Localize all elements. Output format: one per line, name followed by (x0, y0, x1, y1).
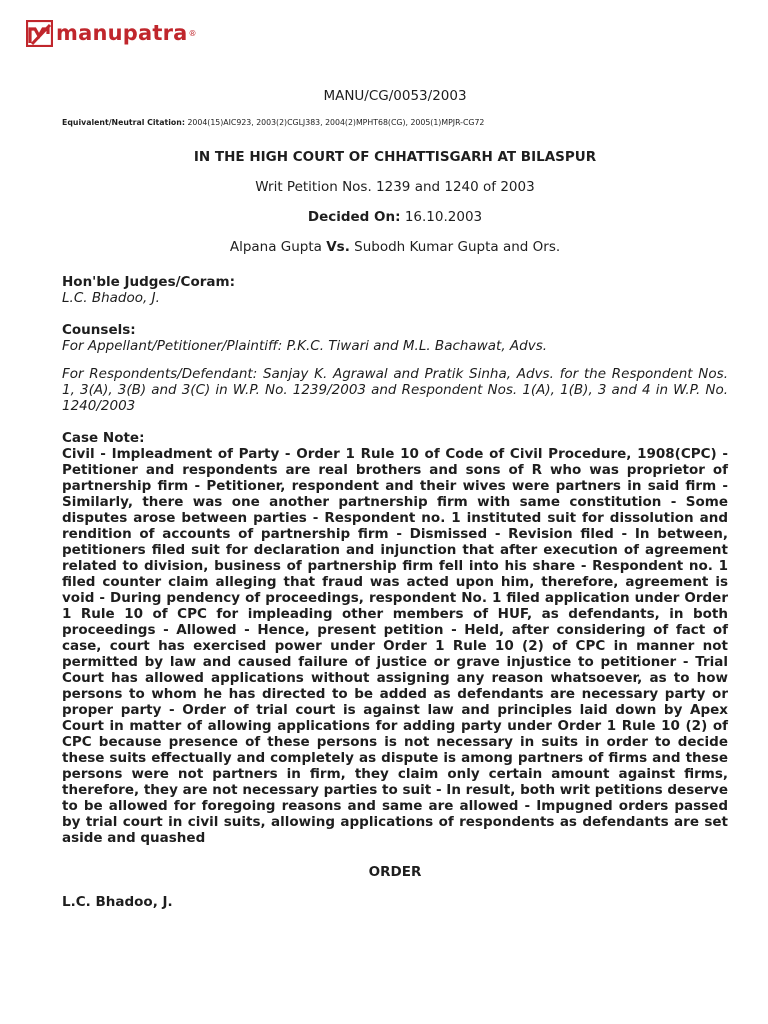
manupatra-logo (26, 18, 197, 48)
order-author: L.C. Bhadoo, J. (62, 894, 173, 910)
party-appellant: Alpana Gupta (229, 239, 322, 255)
case-note-section (62, 430, 728, 846)
judges-section (62, 274, 728, 306)
judges-heading: Hon'ble Judges/Coram: (62, 274, 235, 290)
case-note-body: Civil - Impleadment of Party - Order 1 Rule 10 of Code of Civil Procedure, 1908(CPC) - Petitioner and respondents are real brothers and sons of R who was proprietor of partnership firm - Petitioner, respondent and their wives were partners in said firm - Similarly, there was one another partnership firm with same constitution - Some disputes arose between parties - Respondent no. 1 instituted suit for dissolution and rendition of accounts of partnership firm - Dismissed - Revision filed - In between, petitioners filed suit for declaration and injunction that after execution of agreement related to division, business of partnership firm fell into his share - Respondent no. 1 filed counter claim alleging that fraud was acted upon him, therefore, agreement is void - During pendency of proceedings, respondent No. 1 filed application under Order 1 Rule 10 of CPC for impleading other members of HUF, as defendants, in both proceedings - Allowed - Hence, present petition - Held, after considering of fact of case, court has exercised power under Order 1 Rule 10 (2) of CPC in manner not permitted by law and caused failure of justice or grave injustice to petitioner - Trial Court has allowed applications without assigning any reason whatsoever, as to how persons to whom he has directed to be added as defendants are necessary party or proper party - Order of trial court is against law and principles laid down by Apex Court in matter of allowing applications for adding party under Order 1 Rule 10 (2) of CPC because presence of these persons is not necessary in suits in order to decide these suits effectually and completely as dispute is among partners of firms and these persons were not partners in firm, they claim only certain amount against firms, therefore, they are not necessary parties to suit - In result, both writ petitions deserve to be allowed for foregoing reasons and same are allowed - Impugned orders passed by trial court in civil suits, allowing applications of respondents as defendants are set aside and quashed (62, 446, 728, 846)
party-respondent: Subodh Kumar Gupta and Ors. (354, 239, 561, 255)
brand-name: manupatra (56, 20, 188, 45)
equivalent-citation-value: 2004(15)AIC923, 2003(2)CGLJ383, 2004(2)MPHT68(CG), 2005(1)MPJR-CG72 (187, 118, 485, 127)
case-parties (62, 238, 728, 256)
versus-label: Vs. (326, 239, 350, 255)
court-name: IN THE HIGH COURT OF CHHATTISGARH AT BILASPUR (193, 149, 597, 165)
petition-number: Writ Petition Nos. 1239 and 1240 of 2003 (255, 179, 535, 195)
counsel-respondent: For Respondents/Defendant: Sanjay K. Agrawal and Pratik Sinha, Advs. for the Respondent Nos. 1, 3(A), 3(B) and 3(C) in W.P. No. 1239/2003 and Respondent Nos. 1(A), 1(B), 3 and 4 in W.P. No. 1240/2003 (62, 366, 728, 414)
counsels-heading: Counsels: (62, 322, 136, 338)
judges-names: L.C. Bhadoo, J. (62, 290, 160, 306)
order-heading: ORDER (368, 864, 422, 880)
decided-label: Decided On: (307, 209, 401, 225)
counsel-appellant: For Appellant/Petitioner/Plaintiff: P.K.C. Tiwari and M.L. Bachawat, Advs. (62, 338, 548, 354)
decided-on (62, 208, 728, 226)
case-note-heading: Case Note: (62, 430, 145, 446)
equivalent-citation-label: Equivalent/Neutral Citation: (62, 118, 185, 127)
manu-citation: MANU/CG/0053/2003 (323, 88, 467, 104)
counsels-section (62, 322, 728, 414)
registered-mark: ® (188, 28, 197, 38)
manupatra-logo-icon (26, 20, 53, 47)
equivalent-citation (62, 117, 728, 128)
judgment-document (62, 87, 728, 910)
decided-date: 16.10.2003 (404, 209, 483, 225)
